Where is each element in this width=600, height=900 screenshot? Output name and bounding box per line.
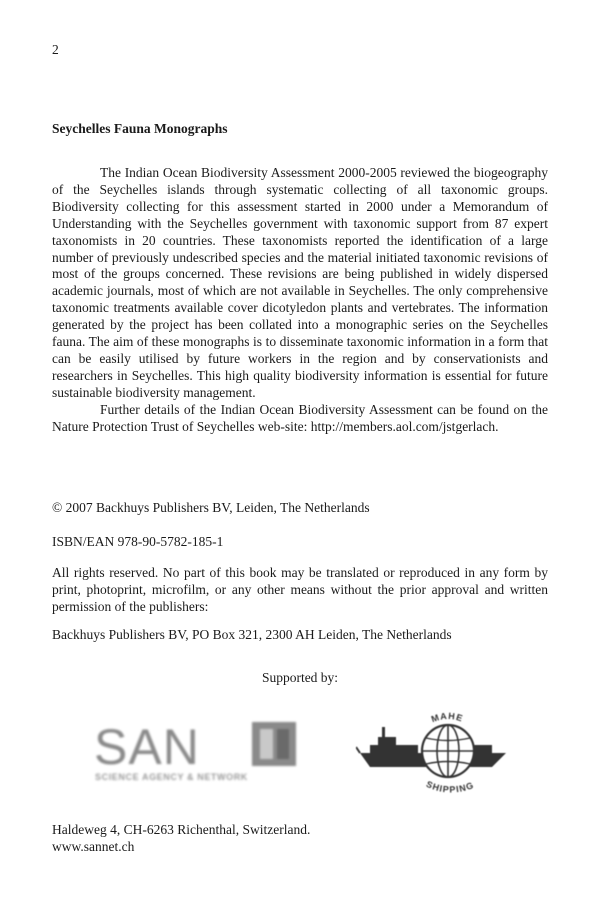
rights-statement: All rights reserved. No part of this book may be translated or reproduced in any form by print, photoprint, microfilm, or any other means without the prior approval and written permission of the publishers: [52, 565, 548, 614]
intro-paragraph-2: Further details of the Indian Ocean Biodiversity Assessment can be found on the Nature Protection Trust of Seychelles web-site: http://members.aol.com/jstgerlach. [52, 401, 548, 434]
page-number: 2 [52, 42, 59, 57]
svg-text:SHIPPING [425, 779, 476, 795]
svg-text:SCIENCE AGENCY & NETWORK: SCIENCE AGENCY & NETWORK [95, 772, 248, 782]
intro-paragraph-1: The Indian Ocean Biodiversity Assessment 2000-2005 reviewed the biogeography of the Seychelles islands through systematic collecting of all taxonomic groups. Biodiversity collecting for this assessment started in 2000 under a Memorandum of Understanding with the Seychelles government with taxonomic support from 87 expert taxonomists in 20 countries. These taxonomists reported the identification of a large number of previously undescribed species and the material initiated taxonomic revisions of most of the groups concerned. These revisions are being published in widely dispersed academic journals, most of which are not available in Seychelles. The only comprehensive taxonomic treatments available cover dicotyledon plants and vertebrates. The information generated by the project has been collated into a monographic series on the Seychelles fauna. The aim of these monographs is to disseminate taxonomic information in a form that can be easily utilised by future workers in the region and by conservationists and researchers in Seychelles. This high quality biodiversity information is essential for future sustainable biodiversity management. [52, 165, 548, 400]
series-heading: Seychelles Fauna Monographs [52, 121, 228, 136]
intro-text [52, 165, 548, 436]
supported-by-label: Supported by: [261, 670, 339, 685]
sponsor-street: Haldeweg 4, CH-6263 Richenthal, Switzerland. [52, 822, 311, 837]
svg-text:MAHE [430, 711, 465, 724]
sponsor-address [52, 822, 310, 856]
publisher-address: Backhuys Publishers BV, PO Box 321, 2300 AH Leiden, The Netherlands [52, 627, 452, 642]
san-logo [92, 720, 304, 784]
sponsor-website: www.sannet.ch [52, 838, 135, 854]
isbn-line: ISBN/EAN 978-90-5782-185-1 [52, 534, 224, 549]
mahe-logo-top-text: MAHE [429, 710, 465, 725]
copyright-line: © 2007 Backhuys Publishers BV, Leiden, The Netherlands [52, 500, 370, 515]
mahe-shipping-logo [356, 705, 516, 801]
mahe-logo-bottom-text: SHIPPING [424, 778, 476, 795]
svg-text:SAN: SAN [94, 720, 200, 775]
